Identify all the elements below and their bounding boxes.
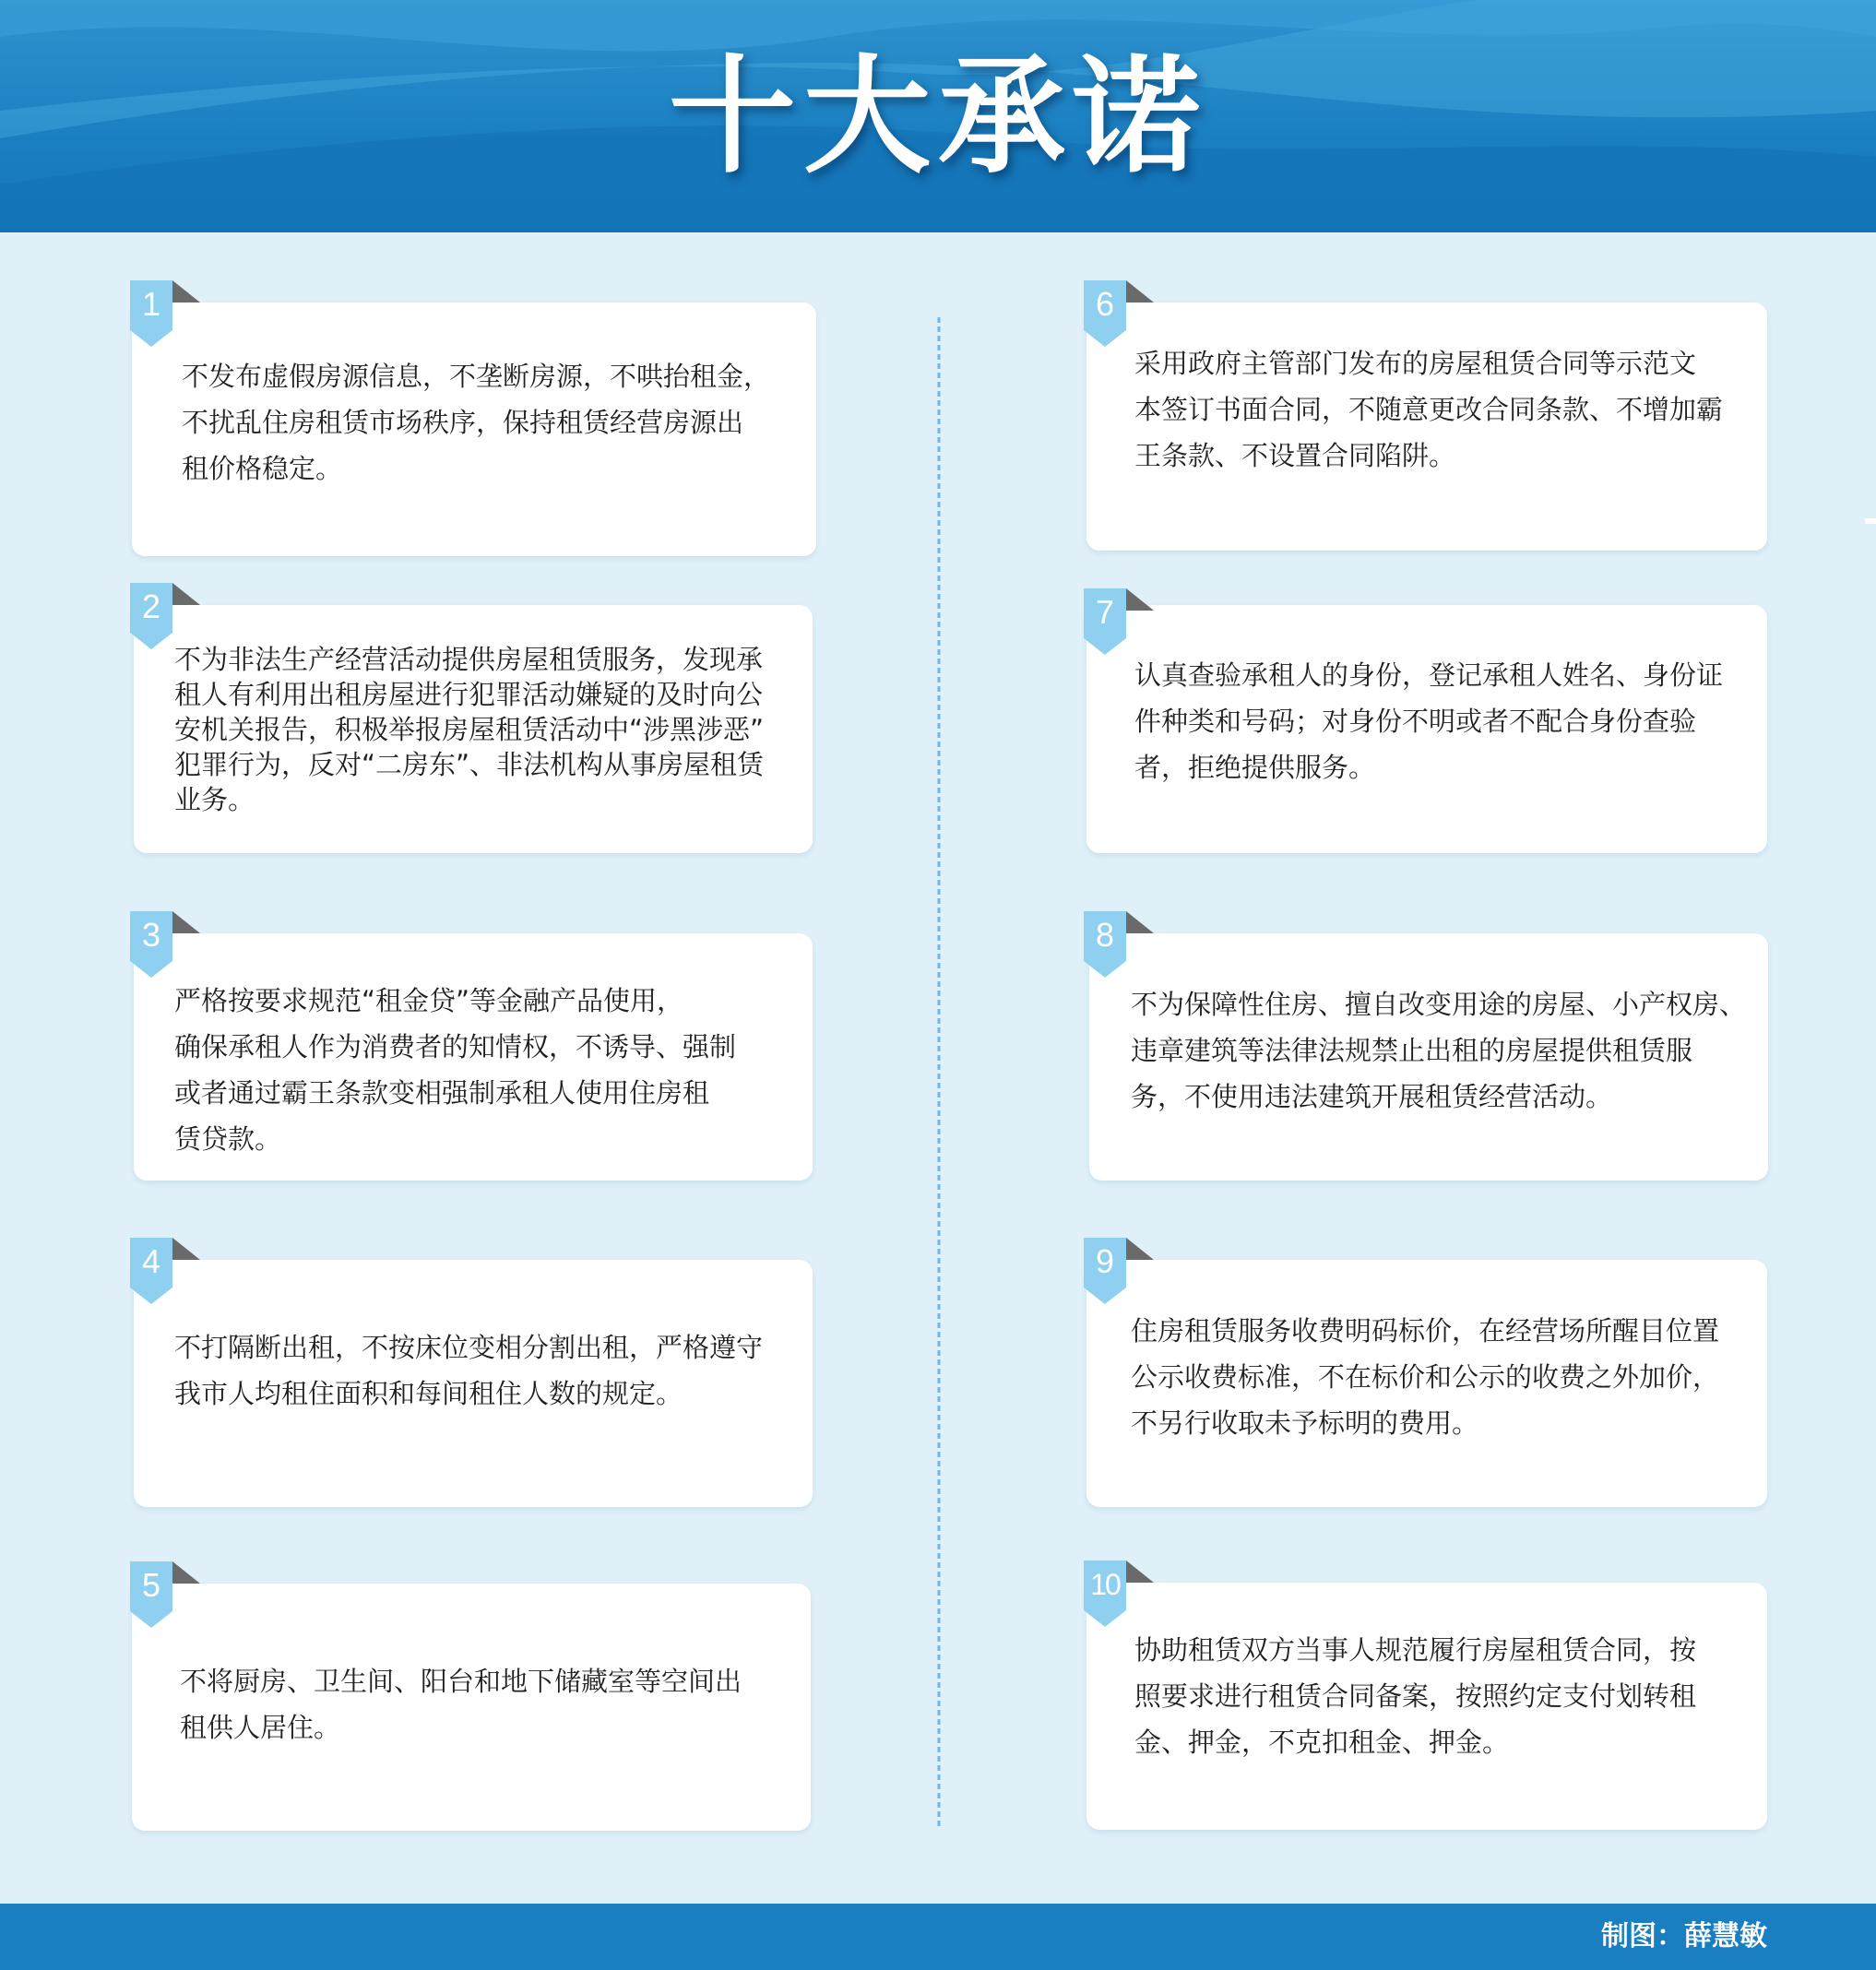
number-tag — [1084, 588, 1130, 653]
promise-text — [1131, 1308, 1749, 1446]
promise-line: 严格按要求规范“租金贷”等金融产品使用， — [174, 985, 684, 1016]
number-tag — [130, 1238, 176, 1302]
promise-text — [1134, 340, 1749, 479]
promise-line: 不发布虚假房源信息，不垄断房源，不哄抬租金， — [182, 361, 771, 392]
promise-text — [174, 1324, 794, 1417]
tag-number: 6 — [1095, 285, 1115, 323]
promise-line: 金、押金，不克扣租金、押金。 — [1134, 1727, 1510, 1758]
tag-number: 9 — [1095, 1242, 1115, 1280]
number-tag — [130, 911, 176, 976]
promise-line: 不另行收取未予标明的费用。 — [1131, 1407, 1479, 1439]
promise-line: 务，不使用违法建筑开展租赁经营活动。 — [1131, 1081, 1613, 1112]
tag-number: 7 — [1095, 593, 1115, 631]
promise-line: 王条款、不设置合同陷阱。 — [1134, 440, 1456, 471]
tag-number: 1 — [141, 285, 161, 323]
promise-line: 或者通过霸王条款变相强制承租人使用住房租 — [174, 1077, 710, 1109]
promise-line: 协助租赁双方当事人规范履行房屋租赁合同，按 — [1134, 1634, 1697, 1666]
tag-number: 8 — [1095, 916, 1115, 954]
tag-number: 3 — [141, 916, 161, 954]
number-tag — [130, 583, 176, 647]
tag-number: 4 — [141, 1242, 161, 1280]
number-tag — [1084, 1561, 1130, 1625]
promise-line: 采用政府主管部门发布的房屋租赁合同等示范文 — [1134, 348, 1697, 379]
edge-mark — [1865, 518, 1876, 524]
number-tag — [130, 280, 176, 345]
promise-text — [1134, 652, 1749, 790]
promise-line: 租价格稳定。 — [182, 453, 343, 484]
promise-line: 照要求进行租赁合同备案，按照约定支付划转租 — [1134, 1680, 1697, 1712]
promise-line: 赁贷款。 — [174, 1123, 282, 1155]
promise-line: 不为非法生产经营活动提供房屋租赁服务，发现承 — [174, 644, 764, 675]
promise-line: 者，拒绝提供服务。 — [1134, 752, 1376, 783]
number-tag — [1084, 280, 1130, 345]
promise-line: 不为保障性住房、擅自改变用途的房屋、小产权房、 — [1131, 989, 1747, 1020]
promise-line: 住房租赁服务收费明码标价，在经营场所醒目位置 — [1131, 1315, 1720, 1347]
header-banner — [0, 0, 1876, 232]
number-tag — [1084, 1238, 1130, 1302]
promise-line: 本签订书面合同，不随意更改合同条款、不增加霸 — [1134, 394, 1724, 425]
promise-line: 件种类和号码；对身份不明或者不配合身份查验 — [1134, 706, 1697, 737]
promise-line: 租人有利用出租房屋进行犯罪活动嫌疑的及时向公 — [174, 679, 764, 710]
number-tag — [1084, 911, 1130, 976]
footer-bar — [0, 1904, 1876, 1970]
page-title: 十大承诺 — [668, 42, 1207, 191]
tag-number: 5 — [141, 1566, 161, 1604]
promise-line: 确保承租人作为消费者的知情权，不诱导、强制 — [174, 1031, 737, 1062]
promise-line: 我市人均租住面积和每间租住人数的规定。 — [174, 1378, 683, 1409]
promise-line: 犯罪行为，反对“二房东”、非法机构从事房屋租赁 — [174, 749, 765, 780]
tag-number: 2 — [141, 587, 161, 625]
promise-line: 违章建筑等法律法规禁止出租的房屋提供租赁服 — [1131, 1035, 1693, 1066]
tag-number: 10 — [1090, 1568, 1120, 1601]
promise-line: 认真查验承租人的身份，登记承租人姓名、身份证 — [1134, 659, 1724, 691]
credit-text: 制图：薛慧敏 — [1601, 1920, 1767, 1952]
number-tag — [130, 1561, 176, 1626]
promise-text — [174, 978, 794, 1162]
promise-line: 不将厨房、卫生间、阳台和地下储藏室等空间出 — [180, 1666, 742, 1697]
promise-text — [180, 1658, 792, 1750]
promise-line: 不打隔断出租，不按床位变相分割出租，严格遵守 — [174, 1332, 764, 1363]
promise-line: 不扰乱住房租赁市场秩序，保持租赁经营房源出 — [182, 407, 744, 438]
promise-line: 业务。 — [174, 784, 255, 815]
promise-line: 租供人居住。 — [180, 1712, 341, 1743]
promise-text — [182, 353, 798, 492]
center-divider — [937, 317, 941, 1826]
promise-text — [174, 642, 794, 817]
promise-line: 安机关报告，积极举报房屋租赁活动中“涉黑涉恶” — [174, 714, 765, 745]
promise-text — [1134, 1627, 1749, 1765]
promise-text — [1131, 981, 1750, 1120]
promise-line: 公示收费标准，不在标价和公示的收费之外加价， — [1131, 1361, 1720, 1393]
